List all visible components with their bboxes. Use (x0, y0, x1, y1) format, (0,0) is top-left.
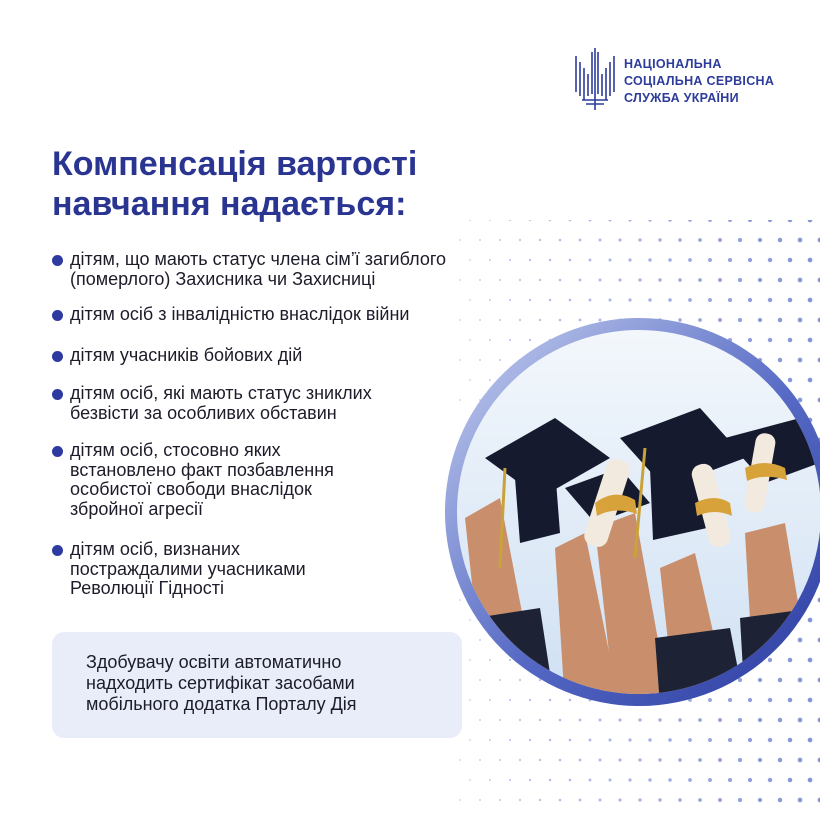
decorative-dot (668, 738, 672, 742)
decorative-dot (559, 799, 562, 802)
decorative-dot (648, 738, 651, 741)
decorative-dot (489, 779, 491, 781)
decorative-dot (549, 779, 552, 782)
organization-name-line: НАЦІОНАЛЬНА (624, 57, 722, 71)
decorative-dot (658, 238, 661, 241)
decorative-dot (569, 259, 572, 262)
list-item-line: встановлено факт позбавлення (70, 459, 334, 480)
decorative-dot (569, 739, 572, 742)
decorative-dot (608, 298, 611, 301)
info-note-text (86, 652, 456, 715)
decorative-dot (589, 779, 592, 782)
decorative-dot (638, 758, 641, 761)
decorative-dot (778, 278, 782, 282)
info-note-box (52, 632, 462, 738)
decorative-dot (738, 278, 742, 282)
trident-emblem-icon (572, 48, 618, 112)
decorative-dot (539, 799, 541, 801)
decorative-dot (539, 239, 541, 241)
decorative-dot (479, 239, 481, 241)
list-item-line: Революції Гідності (70, 578, 224, 598)
decorative-dot (768, 778, 772, 782)
page-title-line: навчання надається: (52, 185, 407, 223)
decorative-dot (529, 259, 531, 261)
decorative-dot (768, 258, 772, 262)
list-item-line: збройної агресії (70, 498, 203, 519)
decorative-dot (798, 278, 803, 283)
bullet-dot-icon (52, 310, 63, 321)
decorative-dot (628, 220, 631, 222)
bullet-dot-icon (52, 255, 63, 266)
decorative-dot (618, 798, 621, 801)
decorative-dot (788, 298, 793, 303)
decorative-dot (519, 799, 521, 801)
decorative-dot (718, 758, 722, 762)
decorative-dot (489, 299, 491, 301)
decorative-dot (459, 759, 461, 761)
bullet-dot-icon (52, 389, 63, 400)
decorative-dot (798, 758, 803, 763)
decorative-dot (768, 298, 772, 302)
decorative-dot (758, 758, 762, 762)
decorative-dot (658, 758, 661, 761)
decorative-dot (698, 758, 702, 762)
decorative-dot (708, 220, 712, 222)
decorative-dot (758, 238, 762, 242)
decorative-dot (569, 299, 572, 302)
decorative-dot (738, 238, 742, 242)
decorative-dot (599, 799, 602, 802)
decorative-dot (519, 239, 521, 241)
decorative-dot (688, 258, 692, 262)
decorative-dot (589, 220, 592, 221)
decorative-dot (798, 798, 803, 803)
decorative-dot (698, 718, 702, 722)
decorative-dot (778, 238, 782, 242)
decorative-dot (748, 298, 752, 302)
decorative-dot (648, 258, 651, 261)
decorative-dot (569, 779, 572, 782)
decorative-dot (469, 779, 471, 781)
decorative-dot (539, 759, 541, 761)
decorative-dot (559, 239, 562, 242)
decorative-dot (599, 279, 602, 282)
decorative-dot (708, 778, 712, 782)
decorative-dot (728, 258, 732, 262)
decorative-dot (459, 239, 461, 241)
decorative-dot (738, 798, 742, 802)
organization-name (624, 56, 774, 107)
decorative-dot (708, 298, 712, 302)
decorative-dot (579, 799, 582, 802)
decorative-dot (589, 739, 592, 742)
list-item-line: дітям учасників бойових дій (70, 345, 303, 365)
decorative-dot (798, 238, 803, 243)
decorative-dot (788, 258, 793, 263)
decorative-dot (718, 718, 722, 722)
decorative-dot (678, 238, 682, 242)
decorative-dot (808, 220, 813, 222)
decorative-dot (748, 778, 752, 782)
decorative-dot (638, 238, 641, 241)
decorative-dot (778, 758, 782, 762)
decorative-dot (529, 739, 531, 741)
decorative-dot (678, 798, 682, 802)
decorative-dot (698, 798, 702, 802)
decorative-dot (798, 718, 803, 723)
decorative-dot (768, 220, 772, 222)
page-title-line: Компенсація вартості (52, 145, 418, 183)
decorative-dot (778, 718, 782, 722)
decorative-dot (678, 758, 682, 762)
decorative-dot (509, 739, 511, 741)
decorative-dot (509, 779, 511, 781)
decorative-dot (648, 778, 651, 781)
decorative-dot (778, 798, 782, 802)
decorative-dot (658, 278, 661, 281)
decorative-dot (529, 779, 531, 781)
decorative-dot (519, 719, 521, 721)
decorative-dot (579, 279, 582, 282)
decorative-dot (718, 798, 722, 802)
decorative-dot (698, 278, 702, 282)
decorative-dot (499, 759, 501, 761)
decorative-dot (589, 299, 592, 302)
decorative-dot (628, 298, 631, 301)
decorative-dot (618, 238, 621, 241)
list-item-line: дітям осіб, які мають статус зниклих (70, 383, 372, 403)
page-title (52, 144, 512, 224)
decorative-dot (788, 778, 793, 783)
decorative-dot (589, 259, 592, 262)
decorative-dot (579, 719, 582, 722)
decorative-dot (768, 738, 772, 742)
decorative-dot (559, 719, 562, 722)
decorative-dot (638, 278, 641, 281)
decorative-dot (599, 719, 602, 722)
decorative-dot (599, 239, 602, 242)
decorative-dot (608, 738, 611, 741)
list-item (52, 250, 520, 289)
decorative-dot (758, 718, 762, 722)
graduation-caps-photo (445, 318, 820, 706)
decorative-dot (648, 220, 651, 222)
decorative-dot (618, 718, 621, 721)
decorative-dot (708, 738, 712, 742)
decorative-dot (808, 778, 813, 783)
decorative-dot (648, 298, 651, 301)
decorative-dot (479, 799, 481, 801)
decorative-dot (688, 220, 692, 222)
decorative-dot (608, 258, 611, 261)
decorative-dot (529, 299, 531, 301)
decorative-dot (688, 738, 692, 742)
decorative-dot (559, 279, 562, 282)
decorative-dot (628, 738, 631, 741)
decorative-dot (678, 278, 682, 282)
decorative-dot (728, 738, 732, 742)
bullet-dot-icon (52, 351, 63, 362)
decorative-dot (638, 798, 641, 801)
decorative-dot (539, 719, 541, 721)
decorative-dot (519, 759, 521, 761)
decorative-dot (579, 759, 582, 762)
decorative-dot (549, 299, 552, 302)
decorative-dot (549, 220, 552, 221)
decorative-dot (708, 258, 712, 262)
decorative-dot (718, 278, 722, 282)
decorative-dot (628, 258, 631, 261)
list-item-line: постраждалими учасниками (70, 558, 306, 579)
decorative-dot (788, 220, 793, 222)
decorative-dot (758, 278, 762, 282)
decorative-dot (738, 758, 742, 762)
list-item-line: дітям осіб, визнаних (70, 539, 241, 559)
decorative-dot (599, 759, 602, 762)
decorative-dot (529, 220, 531, 221)
info-note-line: Здобувачу освіти автоматично (86, 652, 342, 672)
list-item-line: (померлого) Захисника чи Захисниці (70, 268, 376, 289)
decorative-dot (668, 258, 672, 262)
decorative-dot (499, 719, 501, 721)
decorative-dot (758, 798, 762, 802)
decorative-dot (728, 220, 732, 222)
list-item-text (70, 250, 520, 289)
decorative-dot (698, 238, 702, 242)
decorative-dot (748, 220, 752, 222)
list-item-line: особистої свободи внаслідок (70, 479, 312, 499)
decorative-dot (549, 259, 552, 262)
decorative-dot (808, 298, 813, 303)
decorative-dot (738, 718, 742, 722)
decorative-dot (608, 220, 611, 222)
decorative-dot (668, 298, 672, 302)
list-item-line: дітям, що мають статус члена сім’ї загиблого (70, 249, 447, 269)
decorative-dot (579, 239, 582, 242)
decorative-dot (618, 278, 621, 281)
organization-logo (572, 46, 792, 118)
decorative-dot (658, 718, 661, 721)
decorative-dot (728, 778, 732, 782)
list-item-line: дітям осіб, стосовно яких (70, 440, 281, 460)
decorative-dot (549, 739, 552, 742)
decorative-dot (668, 220, 672, 222)
list-item-line: безвісти за особливих обставин (70, 402, 337, 423)
decorative-dot (718, 238, 722, 242)
decorative-dot (539, 279, 541, 281)
decorative-dot (499, 239, 501, 241)
decorative-dot (808, 738, 813, 743)
decorative-dot (748, 738, 752, 742)
decorative-dot (688, 778, 692, 782)
info-note-line: надходить сертифікат засобами (86, 673, 355, 693)
decorative-dot (479, 719, 481, 721)
decorative-dot (569, 220, 572, 221)
decorative-dot (808, 258, 813, 263)
decorative-dot (469, 299, 471, 301)
decorative-dot (618, 758, 621, 761)
decorative-dot (559, 759, 562, 762)
decorative-dot (489, 739, 491, 741)
decorative-dot (668, 778, 672, 782)
decorative-dot (499, 799, 501, 801)
decorative-dot (469, 739, 471, 741)
decorative-dot (509, 299, 511, 301)
decorative-dot (658, 798, 661, 801)
decorative-dot (728, 298, 732, 302)
list-item-line: дітям осіб з інвалідністю внаслідок війни (70, 304, 410, 324)
decorative-dot (748, 258, 752, 262)
bullet-dot-icon (52, 545, 63, 556)
decorative-dot (788, 738, 793, 743)
decorative-dot (678, 718, 682, 722)
info-note-line: мобільного додатка Порталу Дія (86, 694, 357, 714)
organization-name-line: СОЦІАЛЬНА СЕРВІСНА (624, 74, 775, 88)
bullet-dot-icon (52, 446, 63, 457)
decorative-dot (688, 298, 692, 302)
decorative-dot (459, 799, 461, 801)
decorative-dot (638, 718, 641, 721)
decorative-dot (479, 759, 481, 761)
decorative-dot (628, 778, 631, 781)
organization-name-line: СЛУЖБА УКРАЇНИ (624, 91, 739, 105)
decorative-dot (608, 778, 611, 781)
